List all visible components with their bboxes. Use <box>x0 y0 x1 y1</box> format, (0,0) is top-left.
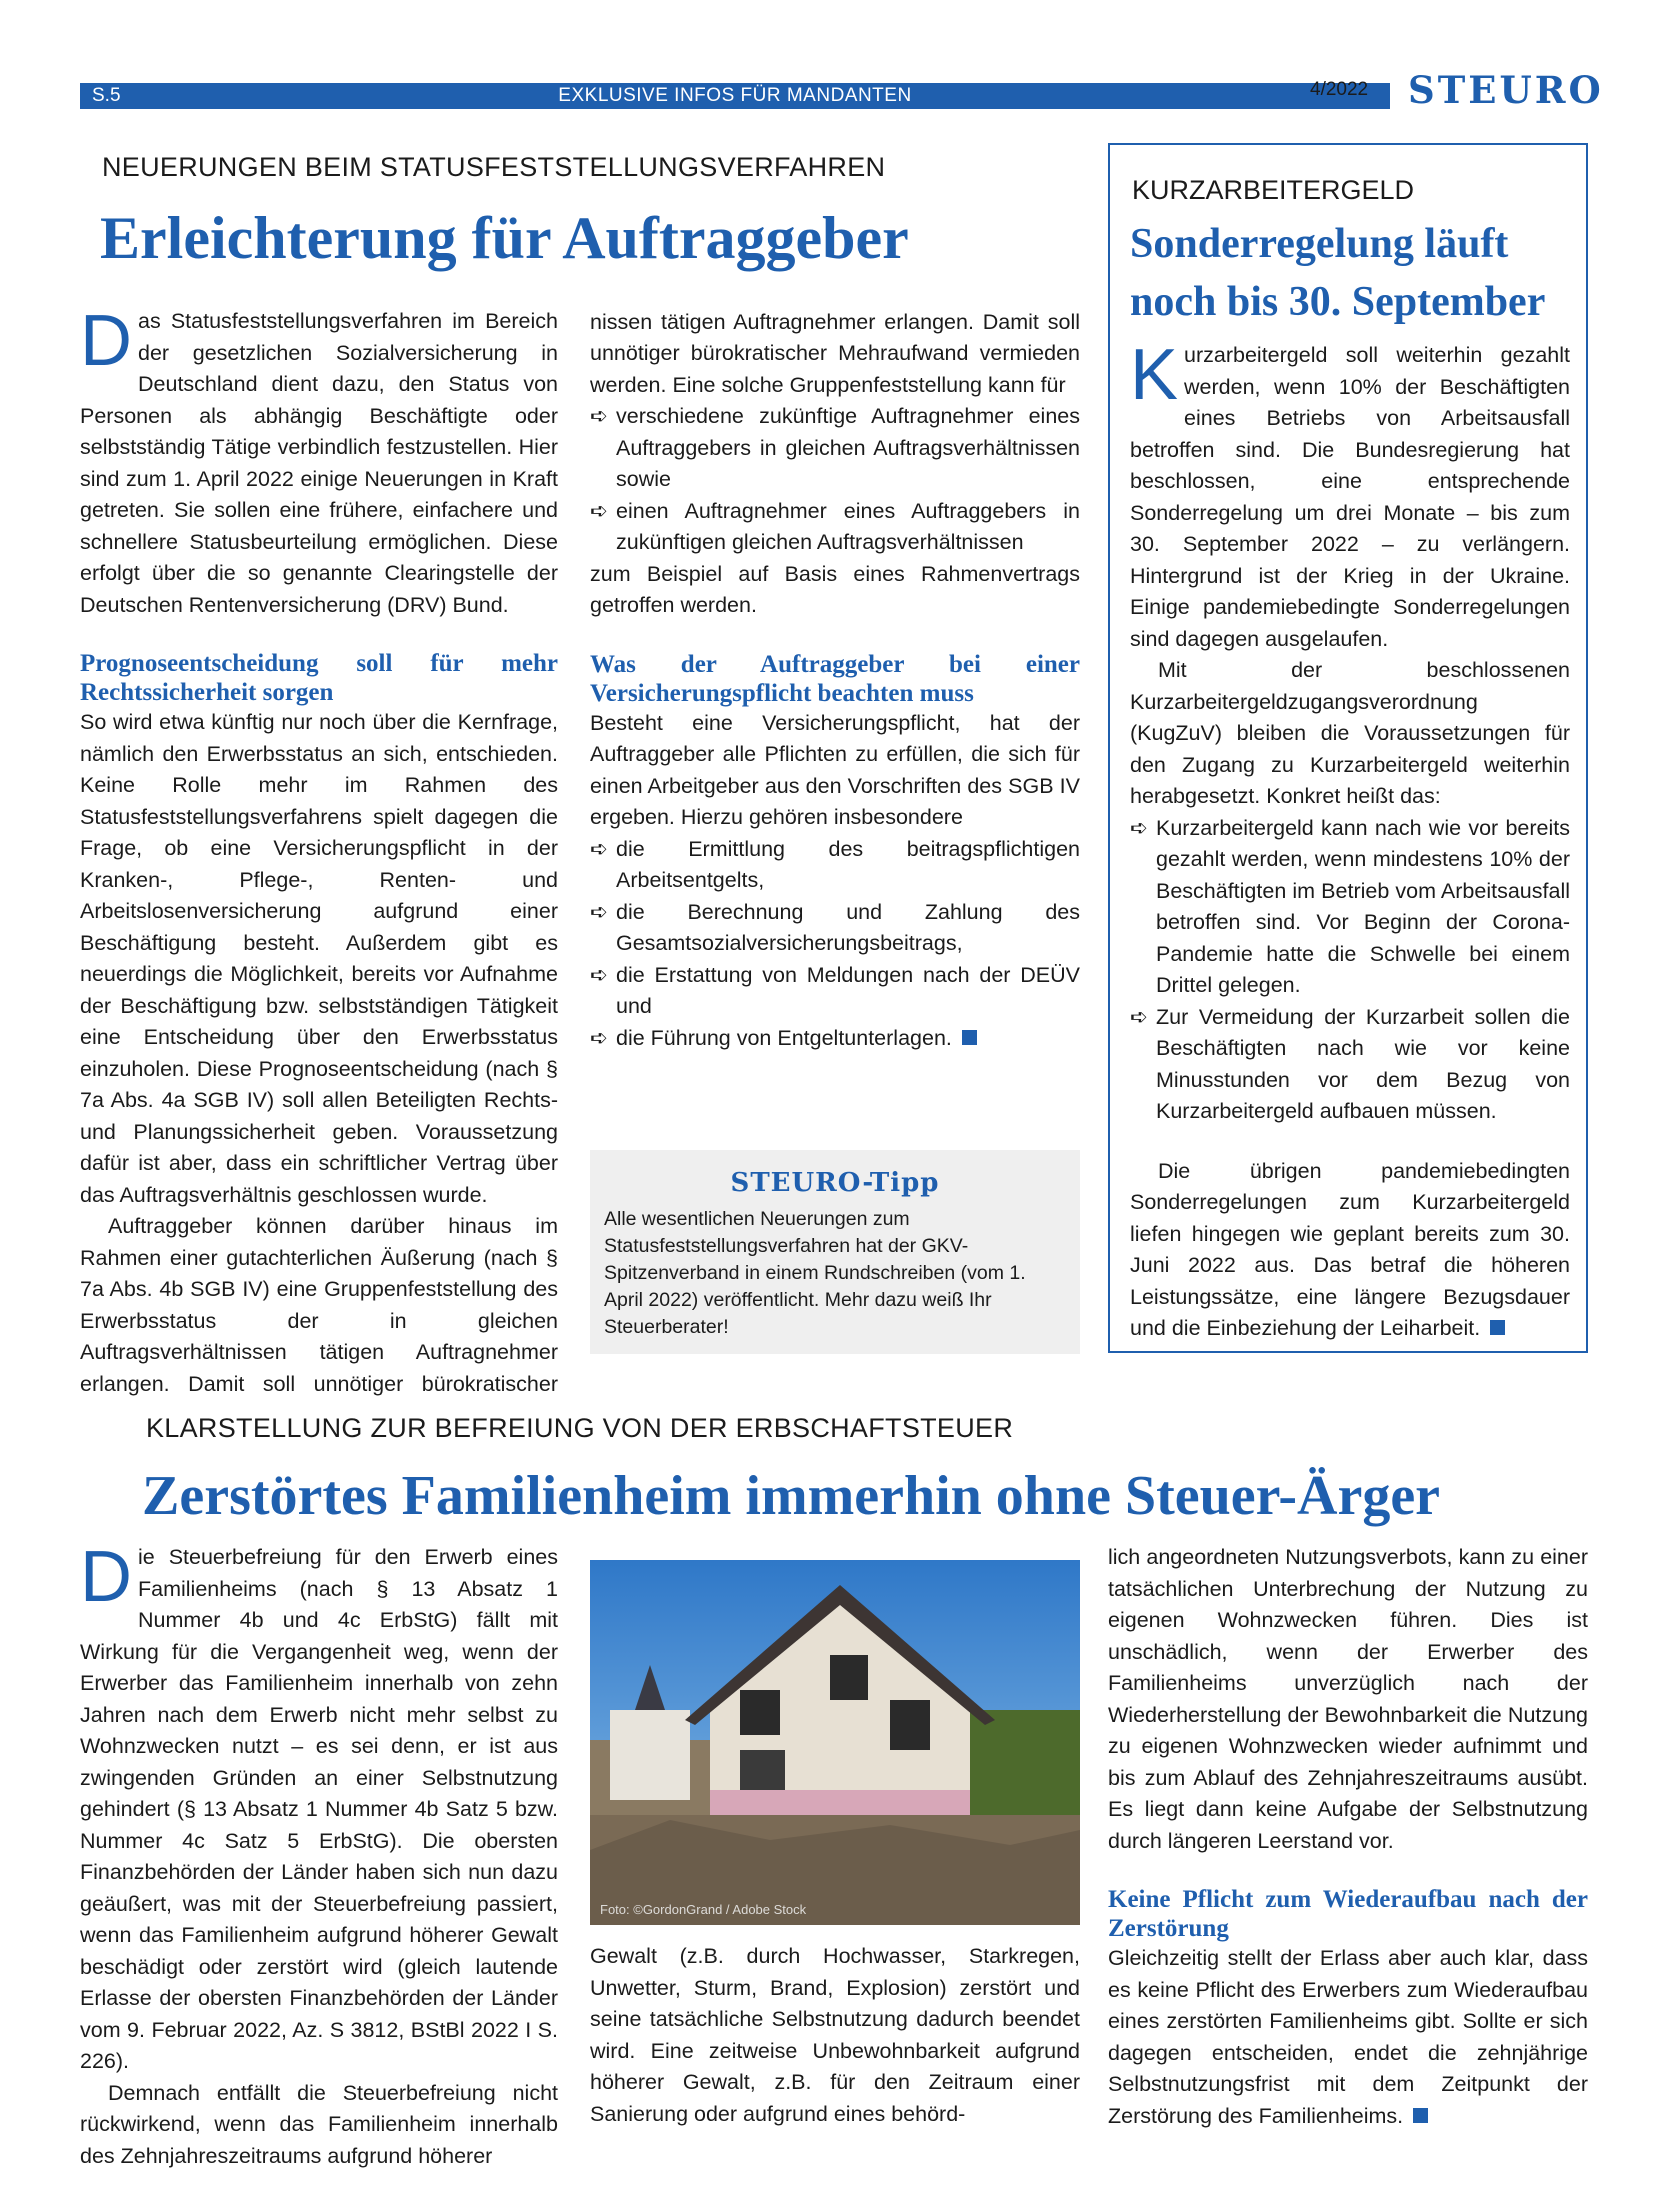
arrow-bullet-icon: ➪ <box>590 404 609 428</box>
sidebar-title: Sonderregelung läuft noch bis 30. September <box>1130 221 1546 325</box>
article2-column-1 <box>80 1537 558 2172</box>
article2-column-3 <box>1108 1542 1588 2132</box>
arrow-bullet-icon: ➪ <box>590 498 609 523</box>
list-item: ➪ Kurzarbeitergeld kann nach wie vor bereits gezahlt werden, wenn mindestens 10% der Beschäftigten im Betrieb vom Arbeitsausfall betroffen sind. Vor Beginn der Corona-Pandemie hatte die Schwelle bei einem Drittel gelegen. <box>1130 813 1570 1002</box>
dropcap: K <box>1130 335 1179 415</box>
issue-number: 4/2022 <box>1310 79 1369 100</box>
end-square-icon <box>962 1030 977 1045</box>
list-item: ➪ verschiedene zukünftige Auftragnehmer eines Auftraggebers in gleichen Auftragsverhältnissen sowie <box>590 401 1080 496</box>
list-item: ➪ die Berechnung und Zahlung des Gesamtsozialversicherungsbeitrags, <box>590 897 1080 960</box>
sidebar-kicker: KURZARBEITERGELD <box>1132 175 1415 205</box>
sidebar-list <box>1130 813 1570 1128</box>
article1-paragraph-5: Besteht eine Versicherungspflicht, hat der Auftraggeber alle Pflichten zu erfüllen, die sich für einen Arbeitgeber aus den Vorschriften des SGB IV ergeben. Hierzu gehören insbesondere <box>590 710 1080 829</box>
sidebar-body <box>1130 335 1570 1345</box>
arrow-bullet-icon: ➪ <box>1130 1004 1149 1029</box>
article2-paragraph-4: lich angeordneten Nutzungsverbots, kann zu einer tatsächlichen Unterbrechung der Nutzung zu eigenen Wohnzwecken führen. Dies ist unschädlich, wenn der Erwerber des Familienheims unverzüglich nach der Wiederherstellung der Bewohnbarkeit die Nutzung zu eigenen Wohnzwecken wieder aufnimmt und bis zum Ablauf des Zehnjahreszeitraums ausübt. Es liegt dann keine Aufgabe der Selbstnutzung durch längeren Leerstand vor. <box>1108 1545 1588 1853</box>
tip-box <box>590 1150 1080 1354</box>
dropcap: D <box>80 301 132 381</box>
sidebar-box <box>1108 143 1588 1353</box>
article1-list-1 <box>590 401 1080 559</box>
arrow-bullet-icon: ➪ <box>590 1025 609 1050</box>
list-item: ➪ Zur Vermeidung der Kurzarbeit sollen die Beschäftigten nach wie vor keine Minusstunden vor dem Bezug von Kurzarbeitergeld aufbauen müssen. <box>1130 1002 1570 1128</box>
article2-title: Zerstörtes Familienheim immerhin ohne Steuer-Ärger <box>142 1465 1441 1527</box>
article2-paragraph-2: Demnach entfällt die Steuerbefreiung nicht rückwirkend, wenn das Familienheim innerhalb des Zehnjahreszeitraums aufgrund höherer <box>80 2080 558 2168</box>
article2-paragraph-1: ie Steuerbefreiung für den Erwerb eines Familienheims (nach § 13 Absatz 1 Nummer 4b und 4c ErbStG) fällt mit Wirkung für die Vergangenheit weg, wenn der Erwerber das Familienheim innerhalb von zehn Jahren nach dem Erwerb nicht mehr selbst zu Wohnzwecken nutzt – es sei denn, er ist aus zwingenden Gründen an einer Selbstnutzung gehindert (§ 13 Absatz 1 Nummer 4b Satz 5 bzw. Nummer 4c Satz 5 ErbStG). Die obersten Finanzbehörden der Länder haben sich nun dazu geäußert, was mit der Steuerbefreiung passiert, wenn das Familienheim aufgrund höherer Gewalt beschädigt oder zerstört wird (gleich lautende Erlasse der obersten Finanzbehörden der Länder vom 9. Februar 2022, Az. S 3812, BStBl 2022 I S. 226). <box>80 1545 558 2073</box>
list-item: ➪ die Führung von Entgeltunterlagen. <box>590 1023 1080 1055</box>
article1-paragraph-2: So wird etwa künftig nur noch über die Kernfrage, nämlich den Erwerbsstatus an sich, entschieden. Keine Rolle mehr im Rahmen des Statusfeststellungsverfahrens spielt dagegen die Frage, ob eine Versicherungspflicht in der Kranken-, Pflege-, Renten- und Arbeitslosenversicherung aufgrund einer Beschäftigung besteht. Außerdem gibt es neuerdings die Möglichkeit, bereits vor Aufnahme der Beschäftigung bzw. selbstständigen Tätigkeit eine Entscheidung über den Erwerbsstatus einzuholen. Diese Prognoseentscheidung (nach § 7a Abs. 4a SGB IV) soll allen Beteiligten Rechts- und Planungssicherheit geben. Voraussetzung dafür ist aber, dass ein schriftlicher Vertrag über das Auftragsverhältnis geschlossen wurde. <box>80 710 558 1207</box>
article1-column-1 <box>80 301 558 1400</box>
header-bar <box>80 83 1390 109</box>
article1-kicker: NEUERUNGEN BEIM STATUSFESTSTELLUNGSVERFAHREN <box>102 152 886 182</box>
list-item: ➪ die Ermittlung des beitragspflichtigen Arbeitsentgelts, <box>590 834 1080 897</box>
arrow-bullet-icon: ➪ <box>590 836 609 861</box>
end-square-icon <box>1490 1320 1505 1335</box>
header-tagline: EXKLUSIVE INFOS FÜR MANDANTEN <box>558 85 912 106</box>
article2-subhead-1: Keine Pflicht zum Wiederaufbau nach der Zerstörung <box>1108 1886 1588 1942</box>
sidebar-paragraph-3: Die übrigen pandemiebedingten Sonderregelungen zum Kurzarbeitergeld liefen hingegen wie geplant bereits zum 30. Juni 2022 aus. Das betraf die höheren Leistungssätze, eine längere Bezugsdauer und die Einbeziehung der Leiharbeit. <box>1130 1158 1570 1340</box>
article2-column-2 <box>590 1941 1080 2130</box>
sidebar-paragraph-2: Mit der beschlossenen Kurzarbeitergeldzugangsverordnung (KugZuV) bleiben die Voraussetzungen für den Zugang zu Kurzarbeitergeld weiterhin herabgesetzt. Konkret heißt das: <box>1130 658 1570 808</box>
list-item: ➪ einen Auftragnehmer eines Auftraggebers in zukünftigen gleichen Auftragsverhältnissen <box>590 496 1080 559</box>
arrow-bullet-icon: ➪ <box>590 899 609 924</box>
arrow-bullet-icon: ➪ <box>590 962 609 987</box>
article1-title: Erleichterung für Auftraggeber <box>100 205 909 271</box>
arrow-bullet-icon: ➪ <box>1130 815 1149 840</box>
article1-paragraph-3: Auftraggeber können darüber hinaus im Rahmen einer gutachterlichen Äußerung (nach § 7a Abs. 4b SGB IV) eine Gruppenfeststellung des Erwerbsstatus der in gleichen Auftragsverhältnissen tätigen Auftragnehmer erlangen. Damit soll unnötiger bürokratischer <box>80 1214 558 1396</box>
article1-paragraph-1: as Statusfeststellungsverfahren im Bereich der gesetzlichen Sozialversicherung in Deutschland dient dazu, den Status von Personen als abhängig Beschäftigte oder selbstständig Tätige verbindlich festzustellen. Hier sind zum 1. April 2022 einige Neuerungen in Kraft getreten. Sie sollen eine frühere, einfachere und schnellere Statusbeurteilung ermöglichen. Diese erfolgt über die so genannte Clearingstelle der Deutschen Rentenversicherung (DRV) Bund. <box>80 309 558 617</box>
article2-paragraph-3: Gewalt (z.B. durch Hochwasser, Starkregen, Unwetter, Sturm, Brand, Explosion) zerstört und seine tatsächliche Selbstnutzung dadurch beendet wird. Eine zeitweise Unbewohnbarkeit aufgrund höherer Gewalt, z.B. für den Zeitraum einer Sanierung oder aufgrund eines behörd- <box>590 1944 1080 2126</box>
brand-logo: STEURO <box>1408 68 1604 112</box>
sidebar-paragraph-1: urzarbeitergeld soll weiterhin gezahlt werden, wenn 10% der Beschäftigten eines Betriebs von Arbeitsausfall betroffen sind. Die Bundesregierung hat beschlossen, eine entsprechende Sonderregelung um drei Monate – bis zum 30. September 2022 – zu verlängern. Hintergrund ist der Krieg in der Ukraine. Einige pandemiebedingte Sonderregelungen sind dagegen ausgelaufen. <box>1130 343 1570 651</box>
article2-paragraph-5: Gleichzeitig stellt der Erlass aber auch klar, dass es keine Pflicht des Erwerbers zum Wiederaufbau eines zerstörten Familienheims gibt. Sollte er sich dagegen entscheiden, endet die zehnjährige Selbstnutzungsfrist mit dem Zeitpunkt der Zerstörung des Familienheims. <box>1108 1946 1588 2128</box>
dropcap: D <box>80 1537 132 1617</box>
end-square-icon <box>1413 2108 1428 2123</box>
article1-paragraph-3-cont: nissen tätigen Auftragnehmer erlangen. Damit soll unnötiger bürokratischer Mehraufwand vermieden werden. Eine solche Gruppenfeststellung kann für <box>590 309 1080 397</box>
list-item: ➪ die Erstattung von Meldungen nach der DEÜV und <box>590 960 1080 1023</box>
tip-body: Alle wesentlichen Neuerungen zum Statusfeststellungsverfahren hat der GKV-Spitzenverband in einem Rundschreiben (vom 1. April 2022) veröffentlicht. Mehr dazu weiß Ihr Steuerberater! <box>604 1208 1026 1338</box>
article2-kicker: KLARSTELLUNG ZUR BEFREIUNG VON DER ERBSCHAFTSTEUER <box>146 1413 1014 1443</box>
article1-subhead-2: Was der Auftraggeber bei einer Versicherungspflicht beachten muss <box>590 650 1080 707</box>
flood-house-photo <box>590 1560 1080 1925</box>
article1-paragraph-4: zum Beispiel auf Basis eines Rahmenvertrags getroffen werden. <box>590 561 1080 617</box>
photo-credit: Foto: ©GordonGrand / Adobe Stock <box>600 1902 807 1917</box>
article1-list-2 <box>590 834 1080 1055</box>
house-image <box>590 1560 1080 1925</box>
tip-title: STEURO-Tipp <box>730 1168 940 1198</box>
article1-column-2 <box>590 306 1080 1054</box>
page-number: S.5 <box>92 85 121 106</box>
article1-subhead-1: Prognoseentscheidung soll für mehr Rechtssicherheit sorgen <box>80 650 558 706</box>
